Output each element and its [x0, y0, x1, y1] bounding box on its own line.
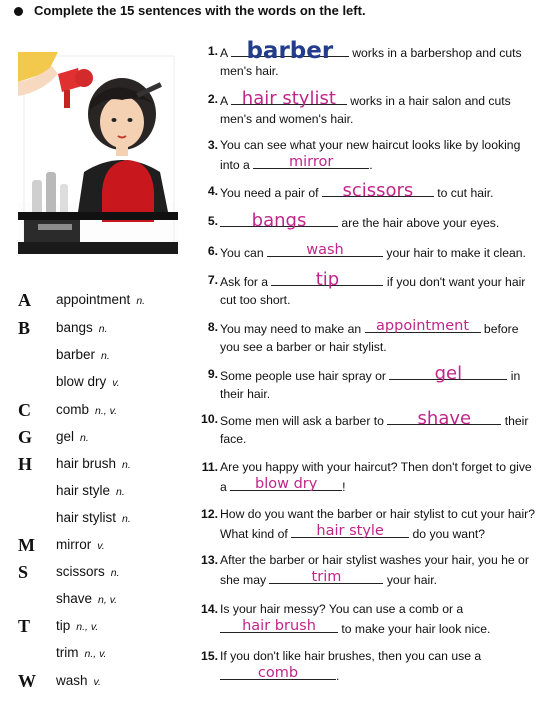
word-list-part-of-speech: n., v.: [76, 621, 99, 633]
question-number: 13.: [201, 553, 218, 567]
question-text-segment: Are you happy with your haircut? Then don't forget to give a: [220, 460, 532, 494]
question-text-segment: Some men will ask a barber to: [220, 414, 388, 428]
word-list-part-of-speech: n.: [122, 459, 131, 471]
question-text-segment: Ask for a: [220, 275, 272, 289]
answer-blank[interactable]: [269, 569, 383, 584]
question-text: [220, 551, 536, 589]
answer-text: scissors: [342, 180, 414, 201]
question-number: 12.: [201, 507, 218, 521]
answer-text: comb: [257, 665, 299, 681]
word-list-letter: M: [18, 535, 35, 555]
question-number: 8.: [207, 320, 218, 334]
question-text: [220, 365, 536, 403]
word-list-word: hair brush: [56, 456, 117, 471]
word-list-item: [56, 537, 105, 552]
answer-text: shave: [417, 408, 472, 429]
word-list-word: gel: [56, 429, 75, 444]
word-list-part-of-speech: n.: [101, 350, 110, 362]
question-text: [220, 38, 536, 80]
question-text-segment: Some people use hair spray or: [220, 369, 390, 383]
answer-blank[interactable]: [230, 476, 342, 491]
word-list-part-of-speech: v.: [112, 377, 120, 389]
word-list-part-of-speech: n, v.: [98, 594, 118, 606]
question-text-segment: works in a barbershop and cuts men's hair.: [220, 46, 522, 78]
word-list-item: [56, 456, 131, 471]
answer-blank[interactable]: [231, 88, 347, 109]
question-text-segment: How do you want the barber or hair stylist to cut your hair? What kind of: [220, 507, 535, 541]
instructions-title: Complete the 15 sentences with the words on the left.: [34, 3, 366, 18]
word-list-item: [56, 645, 106, 660]
word-list-part-of-speech: n., v.: [84, 648, 107, 660]
question-text-segment: to cut hair.: [433, 186, 494, 200]
answer-blank[interactable]: [220, 618, 338, 633]
question-number: 9.: [207, 367, 218, 381]
answer-text: tip: [315, 269, 340, 290]
question-text: [220, 318, 536, 356]
word-list-word: hair style: [56, 483, 111, 498]
word-list-part-of-speech: n.: [110, 567, 120, 579]
word-list-letter: S: [18, 562, 29, 582]
question-text: [220, 410, 536, 448]
word-list-item: [56, 374, 120, 389]
hair-salon-illustration: [18, 52, 178, 254]
question-number: 6.: [207, 244, 218, 258]
answer-text: wash: [306, 242, 344, 258]
word-list-word: barber: [56, 347, 96, 362]
question-number: 5.: [207, 214, 218, 228]
question-number: 3.: [207, 138, 218, 152]
word-list-letter: B: [18, 318, 31, 338]
word-list-letter: A: [18, 290, 31, 310]
question-number: 7.: [207, 273, 218, 287]
word-list-part-of-speech: n.: [136, 295, 146, 307]
word-list-part-of-speech: n., v.: [95, 405, 117, 417]
word-list-part-of-speech: n.: [116, 486, 125, 498]
question-text-segment: your hair to make it clean.: [383, 246, 526, 260]
word-list-word: comb: [56, 402, 90, 417]
question-number: 15.: [201, 649, 218, 663]
question-text-segment: in their hair.: [220, 369, 521, 401]
question-text-segment: are the hair above your eyes.: [338, 216, 500, 230]
question-text-segment: their face.: [220, 414, 529, 446]
word-list-item: [56, 673, 101, 688]
question-text: [220, 136, 536, 174]
question-text-segment: You need a pair of: [220, 186, 322, 200]
answer-text: trim: [311, 569, 342, 585]
word-list-letter: T: [18, 616, 31, 636]
question-number: 14.: [201, 602, 218, 616]
answer-text: bangs: [251, 210, 307, 231]
answer-blank[interactable]: [253, 154, 369, 169]
word-list-part-of-speech: n.: [80, 432, 89, 444]
word-list-word: tip: [56, 618, 71, 633]
word-list-word: appointment: [56, 292, 131, 307]
answer-blank[interactable]: [271, 269, 383, 290]
question-text-segment: .: [336, 669, 340, 683]
question-text-segment: your hair.: [383, 573, 437, 587]
question-text-segment: do you want?: [409, 527, 486, 541]
question-text: [220, 271, 536, 309]
word-list-item: [56, 347, 110, 362]
word-list-letter: C: [18, 400, 31, 420]
question-text: [220, 90, 536, 128]
question-text: [220, 212, 536, 232]
answer-text: blow dry: [255, 476, 318, 492]
question-text: [220, 458, 536, 496]
answer-blank[interactable]: [322, 180, 434, 201]
question-number: 10.: [201, 412, 218, 426]
question-text: [220, 600, 536, 638]
answer-blank[interactable]: [267, 242, 383, 257]
bullet-icon: [14, 7, 23, 16]
word-list-letter: H: [18, 454, 33, 474]
question-text-segment: .: [369, 158, 373, 172]
word-list-letter: G: [18, 427, 33, 447]
word-list-item: [56, 510, 131, 525]
word-list-item: [56, 564, 120, 579]
question-number: 2.: [207, 92, 218, 106]
question-number: 4.: [207, 184, 218, 198]
word-list-word: bangs: [56, 320, 93, 335]
answer-blank[interactable]: [291, 523, 409, 538]
word-list-item: [56, 591, 117, 606]
question-text-segment: You can see what your new haircut looks like by looking into a: [220, 138, 521, 172]
answer-text: hair style: [316, 523, 384, 539]
answer-text: appointment: [376, 318, 470, 334]
question-text-segment: If you don't like hair brushes, then you can use a: [220, 649, 482, 663]
question-text: [220, 647, 536, 685]
question-text-segment: if you don't want your hair cut too short.: [220, 275, 526, 307]
answer-blank[interactable]: [231, 38, 349, 64]
answer-blank[interactable]: [220, 210, 338, 231]
word-list-part-of-speech: n.: [98, 323, 108, 335]
word-list-word: shave: [56, 591, 93, 606]
word-list-item: [56, 429, 89, 444]
question-text-segment: After the barber or hair stylist washes your hair, you he or she may: [220, 553, 529, 587]
word-list-word: blow dry: [56, 374, 107, 389]
question-number: 1.: [207, 44, 218, 58]
word-list-word: scissors: [56, 564, 105, 579]
word-list-letter: W: [18, 671, 36, 691]
word-list-part-of-speech: n.: [122, 513, 131, 525]
question-text-segment: A: [220, 94, 231, 108]
question-text-segment: You can: [220, 246, 267, 260]
question-text-segment: to make your hair look nice.: [338, 622, 491, 636]
word-list-item: [56, 483, 125, 498]
question-text-segment: !: [342, 480, 346, 494]
answer-blank[interactable]: [365, 318, 481, 333]
word-list-part-of-speech: v.: [93, 676, 101, 688]
word-list-word: hair stylist: [56, 510, 117, 525]
word-list-item: [56, 292, 145, 307]
word-list-word: mirror: [56, 537, 92, 552]
answer-blank[interactable]: [387, 408, 501, 429]
question-text-segment: You may need to make an: [220, 322, 365, 336]
answer-text: gel: [434, 363, 463, 384]
question-text-segment: before you see a barber or hair stylist.: [220, 322, 519, 354]
word-list-word: wash: [56, 673, 88, 688]
word-list-item: [56, 320, 108, 335]
word-list-word: trim: [56, 645, 79, 660]
question-text-segment: works in a hair salon and cuts men's and women's hair.: [220, 94, 511, 126]
answer-text: barber: [246, 38, 334, 64]
word-list-item: [56, 402, 117, 417]
word-list-item: [56, 618, 98, 633]
answer-text: mirror: [289, 154, 334, 170]
word-list-part-of-speech: v.: [97, 540, 105, 552]
answer-text: hair stylist: [241, 88, 336, 109]
question-text: [220, 242, 536, 262]
question-text-segment: Is your hair messy? You can use a comb or a: [220, 602, 464, 616]
question-text: [220, 505, 536, 543]
question-text-segment: A: [220, 46, 231, 60]
question-number: 11.: [201, 460, 218, 474]
answer-blank[interactable]: [220, 665, 336, 680]
answer-blank[interactable]: [389, 363, 507, 384]
question-text: [220, 182, 536, 202]
answer-text: hair brush: [242, 618, 316, 634]
